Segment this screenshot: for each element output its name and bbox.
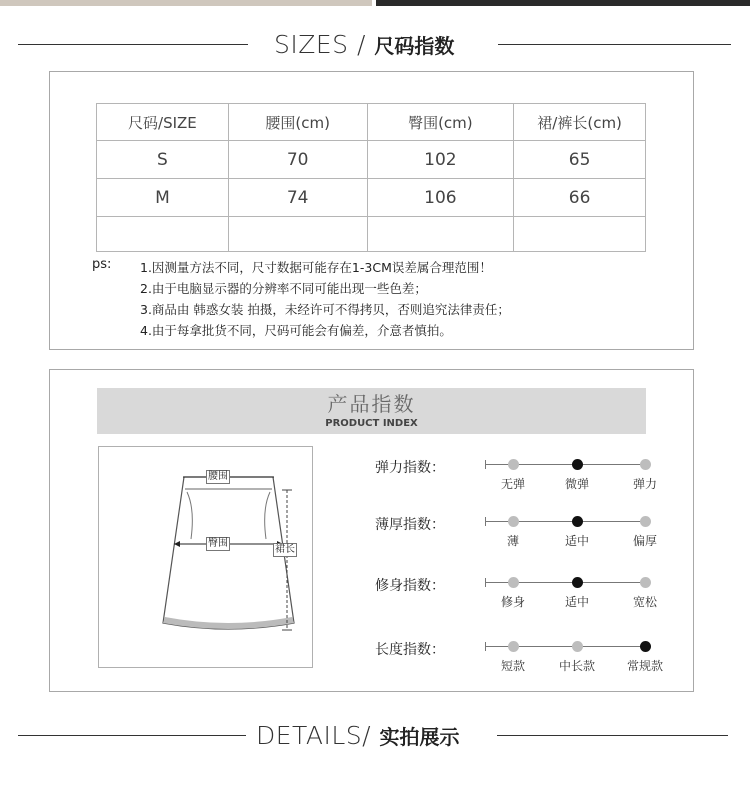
header-rule-right [498,44,731,45]
size-table-header: 裙/裤长(cm) [514,104,646,141]
index-option: 弹力 [632,477,658,491]
size-table-header: 臀围(cm) [367,104,514,141]
table-cell: 102 [367,141,514,179]
index-dot-selected [572,577,583,588]
product-index-panel [49,369,694,692]
index-option: 无弹 [500,477,526,491]
header-rule-right [497,735,728,736]
index-dot [640,516,651,527]
length-tag: 裙长 [275,544,295,555]
index-dot [640,577,651,588]
details-section-header [0,716,750,756]
index-endcap [485,578,486,587]
index-option: 常规款 [626,659,664,673]
index-dot-selected [640,641,651,652]
index-dot-selected [572,459,583,470]
index-endcap [485,517,486,526]
size-table [96,103,646,252]
skirt-diagram-frame [98,446,313,668]
index-label: 薄厚指数： [375,517,445,533]
note-item: 3.商品由 韩惑女装 拍摄，未经许可不得拷贝，否则追究法律责任； [140,302,510,317]
size-table-header: 腰围(cm) [228,104,367,141]
details-title [256,716,460,756]
table-cell [228,217,367,252]
size-table-header: 尺码/SIZE [97,104,229,141]
table-cell: 106 [367,179,514,217]
index-label: 弹力指数： [375,460,445,476]
index-row-fit [375,569,675,609]
photo-fragment-left [0,0,372,6]
skirt-pocket-left [187,492,192,539]
hip-tag: 臀围 [208,538,228,549]
index-option: 薄 [506,534,520,548]
details-title-slash: / [362,721,380,750]
photo-fragment-right [376,0,750,6]
index-row-thickness [375,508,675,548]
notes-label: ps: [92,257,112,272]
table-cell [97,217,229,252]
product-index-title-en: PRODUCT INDEX [325,418,418,429]
index-dot [508,516,519,527]
table-cell: M [97,179,229,217]
index-option: 微弹 [564,477,590,491]
note-item: 2.由于电脑显示器的分辨率不同可能出现一些色差； [140,281,427,296]
index-dot [508,641,519,652]
table-cell: 70 [228,141,367,179]
size-table-panel [49,71,694,350]
index-row-elasticity [375,451,675,491]
index-dot-selected [572,516,583,527]
index-option: 适中 [564,595,590,609]
sizes-section-header [0,25,750,65]
size-table-header-row [97,104,646,141]
table-row [97,141,646,179]
sizes-title-en: SIZES [274,30,349,59]
index-option: 偏厚 [632,534,658,548]
table-cell [367,217,514,252]
sizes-title-zh: 尺码指数 [374,34,455,58]
index-label: 修身指数： [375,578,445,594]
note-item: 1.因测量方法不同，尺寸数据可能存在1-3CM误差属合理范围！ [140,260,492,275]
index-label: 长度指数： [375,642,445,658]
product-index-banner [97,388,646,434]
top-photo-strip [0,0,750,6]
details-title-zh: 实拍展示 [379,725,460,749]
index-option: 修身 [500,595,526,609]
index-endcap [485,460,486,469]
index-option: 宽松 [632,595,658,609]
table-cell: 66 [514,179,646,217]
table-cell: 74 [228,179,367,217]
index-option: 短款 [500,659,526,673]
index-row-length [375,633,675,673]
table-row [97,179,646,217]
index-dot [640,459,651,470]
table-row [97,217,646,252]
table-cell: 65 [514,141,646,179]
note-item: 4.由于每拿批货不同，尺码可能会有偏差，介意者慎拍。 [140,323,452,338]
index-dot [508,459,519,470]
notes-list [140,257,510,341]
table-cell [514,217,646,252]
waist-tag: 腰围 [208,471,228,482]
product-index-title-zh: 产品指数 [327,392,416,416]
skirt-hem [163,617,294,629]
skirt-pocket-right [265,492,270,539]
sizes-title [274,25,454,65]
index-option: 中长款 [558,659,596,673]
index-dot [508,577,519,588]
index-option: 适中 [564,534,590,548]
details-title-en: DETAILS [256,721,363,750]
header-rule-left [18,735,246,736]
header-rule-left [18,44,248,45]
sizes-title-slash: / [348,30,375,59]
index-dot [572,641,583,652]
index-endcap [485,642,486,651]
table-cell: S [97,141,229,179]
